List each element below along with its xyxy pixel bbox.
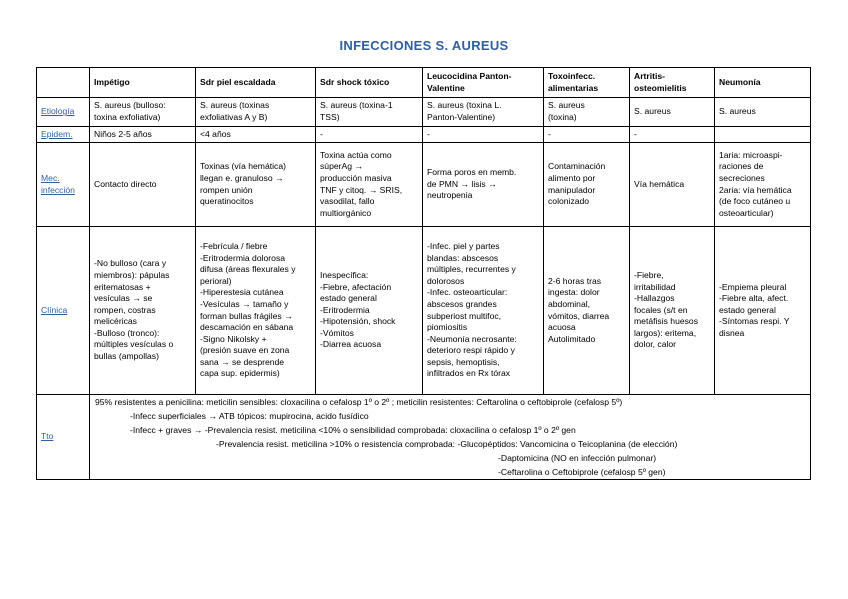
cell-line: Niños 2-5 años — [94, 128, 152, 139]
table-cell — [715, 127, 811, 143]
col-header: Neumonía — [715, 68, 811, 98]
row-clinica — [37, 227, 811, 395]
cell-line: queratinocitos — [200, 196, 254, 207]
header-row — [37, 68, 811, 98]
cell-line: - — [427, 128, 430, 139]
table-cell — [196, 143, 316, 227]
table-cell — [630, 143, 715, 227]
cell-line: Contacto directo — [94, 178, 157, 189]
table-cell — [544, 227, 630, 395]
cell-line: -Hiperestesia cutánea — [200, 287, 284, 298]
cell-line: miembros): pápulas — [94, 269, 170, 280]
table-cell — [715, 227, 811, 395]
col-header: Leucocidina Panton-Valentine — [423, 68, 544, 98]
cell-line: difusa (áreas flexurales y — [200, 264, 296, 275]
cell-line: Forma poros en memb. — [427, 167, 517, 178]
table-cell — [423, 143, 544, 227]
cell-line: -Infec. piel y partes — [427, 240, 500, 251]
cell-line: -Vómitos — [320, 327, 354, 338]
cell-line: deterioro respi rápido y — [427, 345, 515, 356]
cell-line: -Neumonía necrosante: — [427, 333, 517, 344]
cell-line: rompen unión — [200, 184, 253, 195]
cell-line: 2-6 horas tras — [548, 275, 602, 286]
cell-line: -Fiebre alta, afect. — [719, 293, 789, 304]
cell-line: -Eritrodermia — [320, 304, 370, 315]
table-cell — [630, 98, 715, 127]
row-label: Etiología — [37, 98, 90, 127]
table-cell — [544, 127, 630, 143]
cell-line: manipulador — [548, 184, 596, 195]
cell-line: perioral) — [200, 275, 232, 286]
cell-line: -Diarrea acuosa — [320, 339, 382, 350]
tto-cell — [90, 395, 811, 480]
cell-line: abdominal, — [548, 298, 591, 309]
cell-line: abscesos grandes — [427, 298, 497, 309]
cell-line: vómitos, diarrea — [548, 310, 610, 321]
cell-line: vesículas → se — [94, 293, 153, 304]
col-header: Sdr shock tóxico — [316, 68, 423, 98]
cell-line: Panton-Valentine) — [427, 112, 496, 122]
row-label: Clínica — [37, 227, 90, 395]
row-tto — [37, 395, 811, 480]
cell-line: eritematosas + — [94, 281, 151, 292]
cell-line: bullas (ampollas) — [94, 351, 159, 362]
cell-line: Autolimitado — [548, 333, 596, 344]
cell-line: -Fiebre, — [634, 269, 664, 280]
cell-line: S. aureus — [634, 106, 671, 117]
cell-line: estado general — [320, 293, 377, 304]
table-cell — [196, 227, 316, 395]
cell-line: múltiples vesículas o — [94, 339, 174, 350]
cell-line: ingesta: dolor — [548, 287, 600, 298]
cell-line: raciones de — [719, 161, 764, 172]
tto-line: -Prevalencia resist. meticilina >10% o resistencia comprobada: -Glucopéptidos: Vancomicina o Teicoplanina (de elección) — [216, 439, 678, 449]
cell-line: estado general — [719, 304, 776, 315]
table-cell — [196, 98, 316, 127]
tto-line: -Infecc + graves → -Prevalencia resist. meticilina <10% o sensibilidad comprobada: cloxacilina o cefalosp 1º o 2º gen — [130, 425, 576, 435]
cell-line: rompen, costras — [94, 304, 156, 315]
tto-line: -Daptomicina (NO en infección pulmonar) — [498, 453, 657, 463]
cell-line: -Vesículas → tamaño y — [200, 298, 289, 309]
cell-line: Contaminación — [548, 161, 606, 172]
table-cell — [90, 227, 196, 395]
cell-line: dolorosos — [427, 275, 465, 286]
cell-line: (presión suave en zona — [200, 345, 290, 356]
cell-line: -Síntomas respi. Y — [719, 316, 790, 327]
cell-line: Inespecífica: — [320, 269, 369, 280]
col-header: Artritis-osteomielitis — [630, 68, 715, 98]
cell-line: sepsis, hemoptisis, — [427, 356, 500, 367]
cell-line: TNF y citoq. → SRIS, — [320, 184, 403, 195]
row-label-line: Mec. — [41, 172, 60, 183]
cell-line: Vía hemática — [634, 178, 685, 189]
table-cell — [423, 98, 544, 127]
cell-line: - — [320, 128, 323, 139]
row-label — [37, 143, 90, 227]
table-cell — [423, 227, 544, 395]
cell-line: - — [548, 128, 551, 139]
cell-line: - — [634, 128, 637, 139]
table-cell — [196, 127, 316, 143]
cell-line: -Fiebre, afectación — [320, 281, 392, 292]
cell-line: sana → se desprende — [200, 356, 285, 367]
cell-line: -Hallazgos — [634, 293, 675, 304]
tto-line: 95% resistentes a penicilina: meticilin sensibles: cloxacilina o cefalosp 1º o 2º ; meticilin resistentes: Ceftarolina o ceftobiprole (cefalosp 5º) — [95, 397, 623, 407]
cell-line: acuosa — [548, 322, 576, 333]
table-cell — [715, 98, 811, 127]
col-header: Sdr piel escaldada — [196, 68, 316, 98]
cell-line: metáfisis huesos — [634, 316, 699, 327]
cell-line: alimento por — [548, 172, 596, 183]
table-cell — [90, 98, 196, 127]
cell-line: vasodilat, fallo — [320, 196, 375, 207]
cell-line: -Infec. osteoarticular: — [427, 287, 508, 298]
cell-line: capa sup. epidermis) — [200, 368, 280, 379]
cell-line: 2aria: vía hemática — [719, 184, 792, 195]
col-header: Impétigo — [90, 68, 196, 98]
table-cell — [630, 227, 715, 395]
table-cell — [715, 143, 811, 227]
row-epidem — [37, 127, 811, 143]
cell-line: toxina exfoliativa) — [94, 112, 161, 122]
cell-line: forman bullas frágiles → — [200, 310, 293, 321]
table-cell — [316, 98, 423, 127]
table-cell — [90, 127, 196, 143]
cell-line: -Hipotensión, shock — [320, 316, 396, 327]
cell-line: subperiost multifoc, — [427, 310, 502, 321]
row-label-line: infección — [41, 184, 75, 195]
cell-line: osteoarticular) — [719, 207, 774, 218]
cell-line: 1aria: microaspi- — [719, 149, 783, 160]
cell-line: multiorgánico — [320, 207, 372, 218]
cell-line: largos): eritema, — [634, 327, 697, 338]
cell-line: neutropenia — [427, 190, 473, 201]
cell-line: blandas: abscesos — [427, 252, 499, 263]
table-cell — [90, 143, 196, 227]
cell-line: -No bulloso (cara y — [94, 258, 167, 269]
table-cell — [630, 127, 715, 143]
cell-line: S. aureus — [548, 100, 585, 111]
infections-table — [36, 67, 811, 480]
row-etiologia — [37, 98, 811, 127]
cell-line: dolor, calor — [634, 339, 677, 350]
cell-line: descamación en sábana — [200, 322, 294, 333]
cell-line: S. aureus (toxinas — [200, 100, 270, 111]
row-label: Epidem. — [37, 127, 90, 143]
cell-line: melicéricas — [94, 316, 137, 327]
cell-line: secreciones — [719, 172, 765, 183]
cell-line: -Signo Nikolsky + — [200, 333, 267, 344]
col-header: Toxoinfecc. alimentarias — [544, 68, 630, 98]
page-title: INFECCIONES S. AUREUS — [339, 38, 509, 53]
cell-line: exfoliativas A y B) — [200, 112, 268, 122]
cell-line: producción masiva — [320, 172, 392, 183]
cell-line: súperAg → — [320, 161, 363, 172]
cell-line: colonizado — [548, 196, 590, 207]
cell-line: -Empiema pleural — [719, 281, 787, 292]
cell-line: focales (s/t en — [634, 304, 688, 315]
cell-line: TSS) — [320, 112, 340, 122]
cell-line: múltiples, recurrentes y — [427, 264, 516, 275]
cell-line: (toxina) — [548, 112, 577, 122]
cell-line: Toxina actúa como — [320, 149, 392, 160]
table-cell — [544, 143, 630, 227]
cell-line: -Febrícula / fiebre — [200, 240, 268, 251]
table-cell — [423, 127, 544, 143]
cell-line: (de foco cutáneo u — [719, 196, 791, 207]
table-cell — [316, 227, 423, 395]
cell-line: infiltrados en Rx tórax — [427, 368, 511, 379]
corner-cell — [37, 68, 90, 98]
tto-line: -Infecc superficiales → ATB tópicos: mupirocina, acido fusídico — [130, 411, 369, 421]
cell-line: llegan e. granuloso → — [200, 172, 284, 183]
table-cell — [544, 98, 630, 127]
tto-line: -Ceftarolina o Ceftobiprole (cefalosp 5º gen) — [498, 467, 666, 477]
cell-line: <4 años — [200, 128, 231, 139]
cell-line: Toxinas (vía hemática) — [200, 161, 286, 172]
cell-line: de PMN → lisis → — [427, 178, 497, 189]
cell-line: -Bulloso (tronco): — [94, 327, 160, 338]
table-cell — [316, 143, 423, 227]
cell-line: S. aureus (toxina-1 — [320, 100, 393, 111]
cell-line: disnea — [719, 327, 745, 338]
cell-line: irritabilidad — [634, 281, 676, 292]
cell-line: S. aureus (toxina L. — [427, 100, 502, 111]
cell-line: -Eritrodermia dolorosa — [200, 252, 286, 263]
row-label: Tto — [37, 395, 90, 480]
cell-line: S. aureus — [719, 106, 756, 117]
cell-line: piomiositis — [427, 322, 468, 333]
cell-line: S. aureus (bulloso: — [94, 100, 166, 111]
row-mec — [37, 143, 811, 227]
table-cell — [316, 127, 423, 143]
